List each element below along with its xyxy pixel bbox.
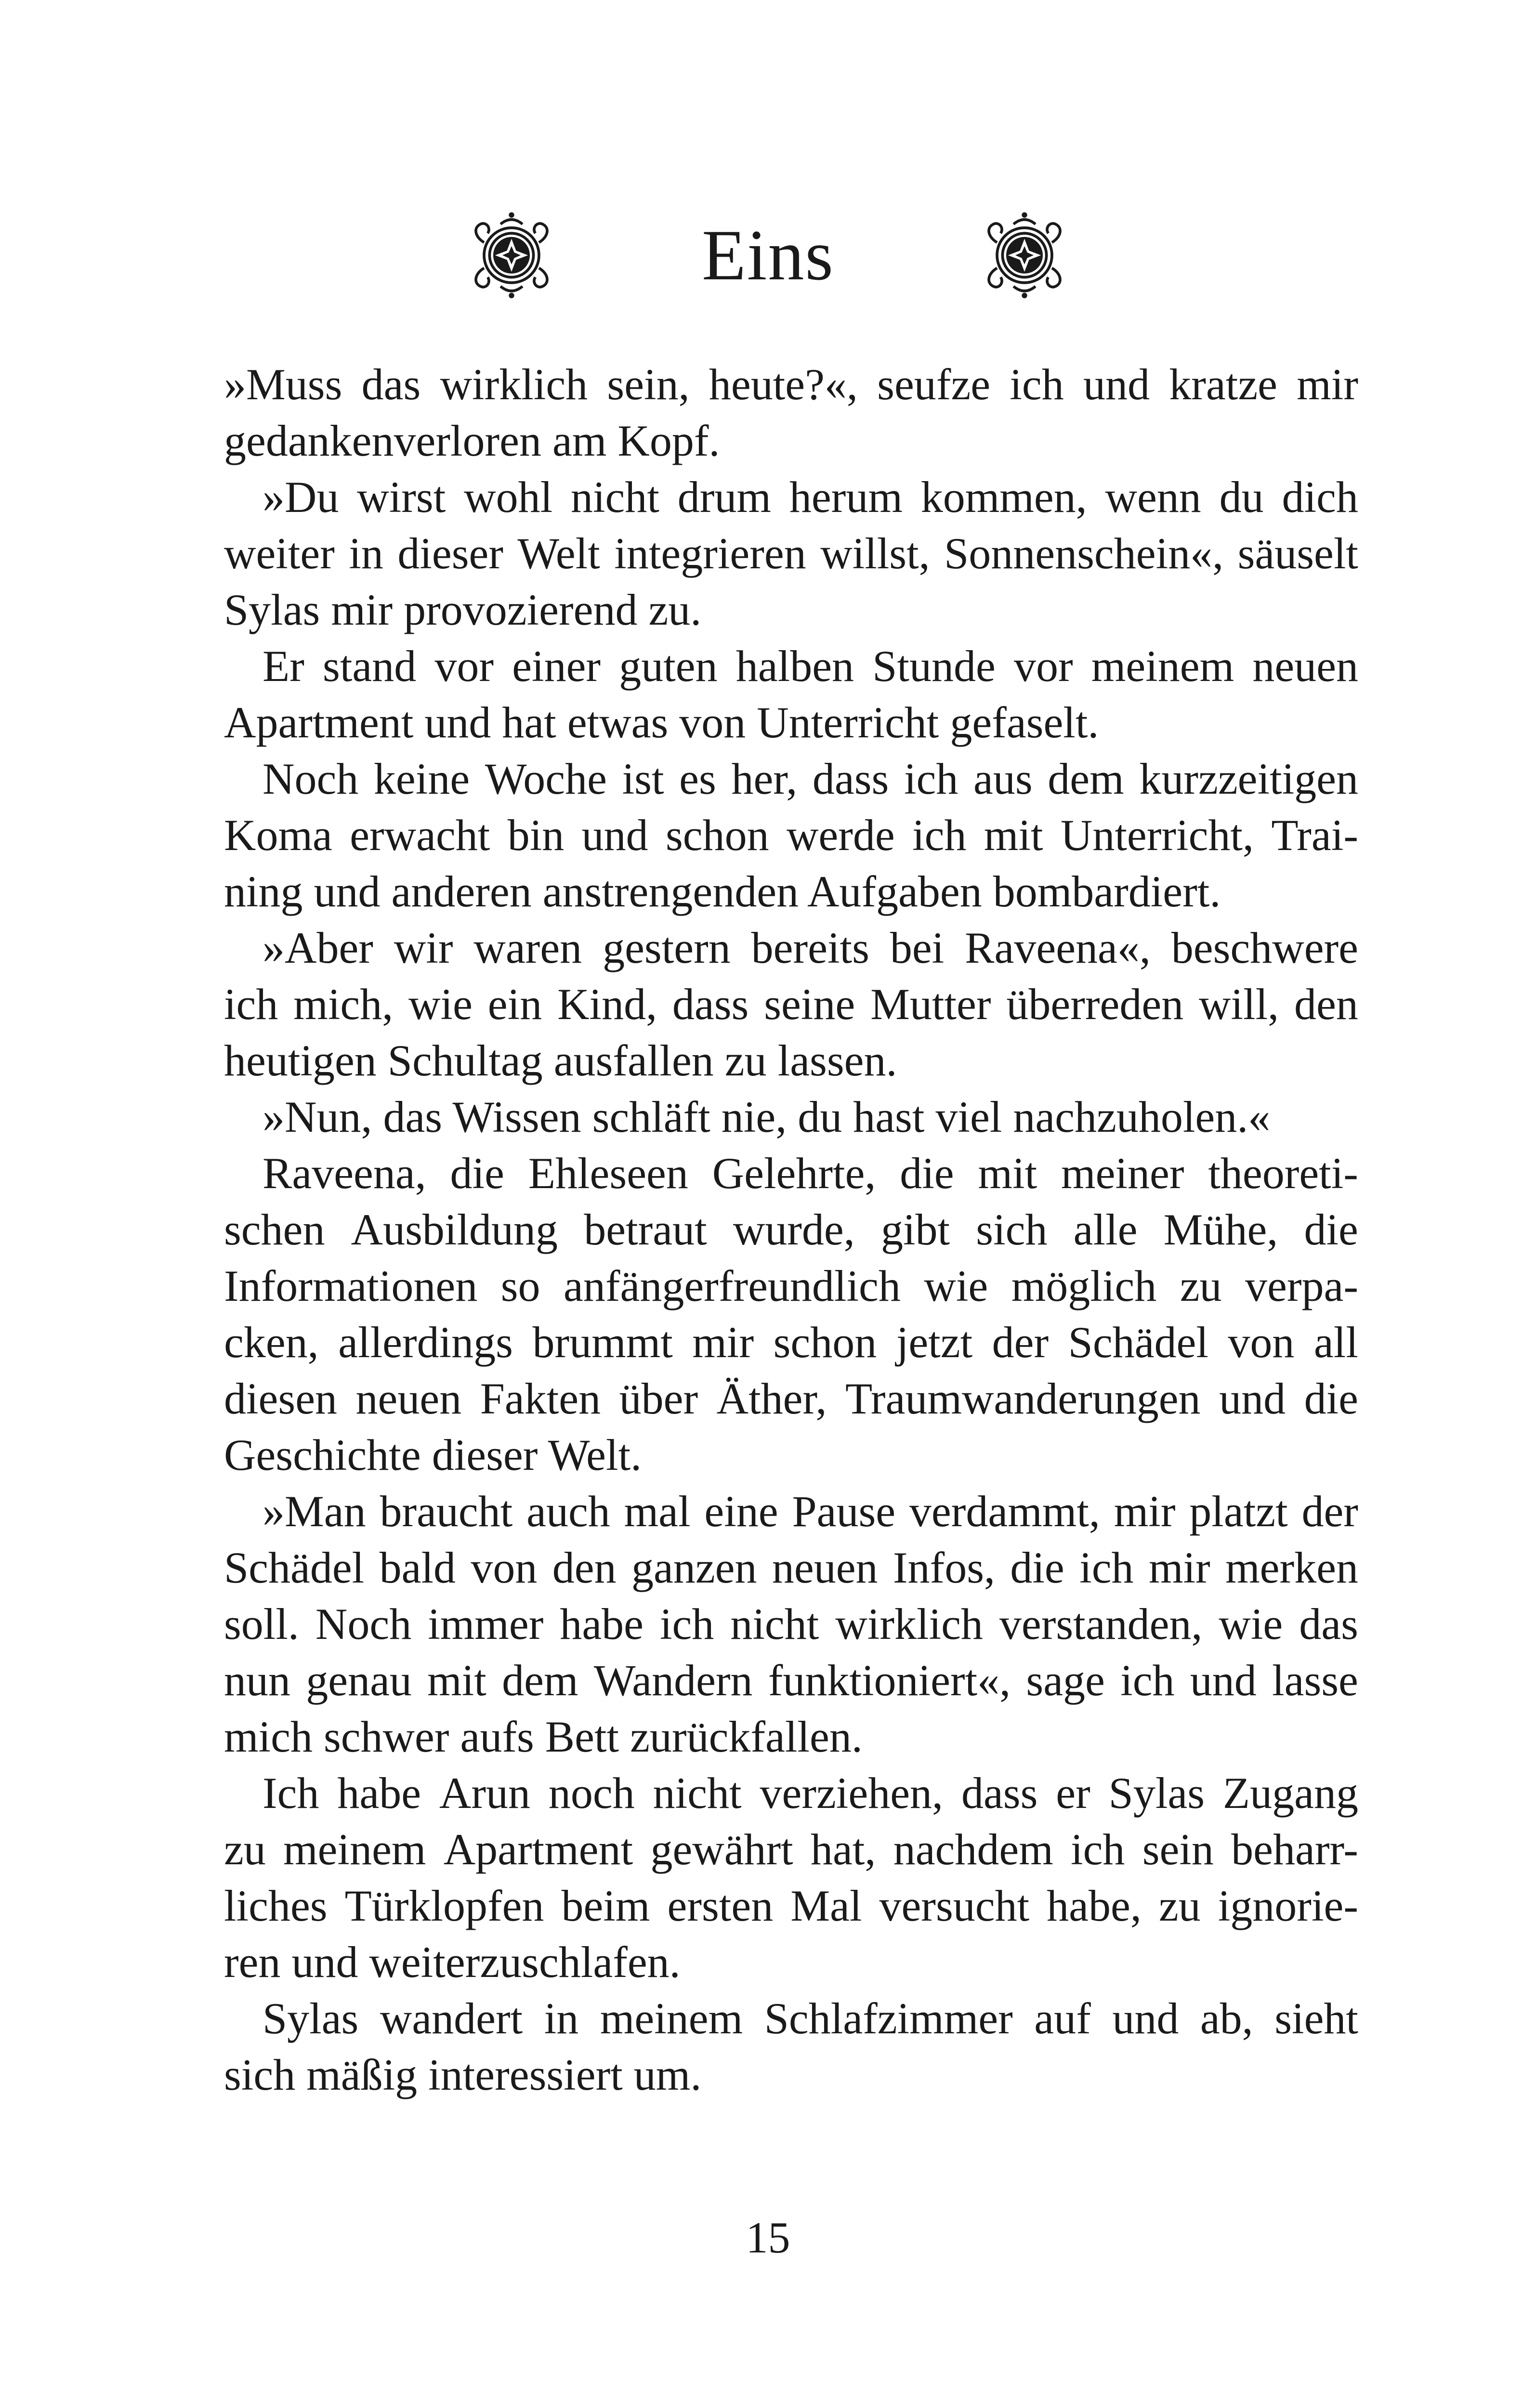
text-line: »Nun, das Wissen schläft nie, du hast viel nachzuholen.« (263, 1092, 1271, 1141)
compass-rose-ornament-icon (979, 209, 1070, 301)
text-line: zu meinem Apartment gewährt hat, nachdem ich sein beharr- (224, 1825, 1358, 1874)
compass-rose-ornament-icon (466, 209, 557, 301)
text-line: Koma erwacht bin und schon werde ich mit Unterricht, Trai- (224, 811, 1358, 860)
text-line: ren und weiterzuschlafen. (224, 1937, 681, 1987)
text-line: Schädel bald von den ganzen neuen Infos, die ich mir merken (224, 1543, 1358, 1592)
text-line: Informationen so anfängerfreundlich wie möglich zu verpa- (224, 1261, 1358, 1310)
text-line: Noch keine Woche ist es her, dass ich aus dem kurzzeitigen (263, 754, 1358, 803)
text-line: mich schwer aufs Bett zurückfallen. (224, 1712, 863, 1761)
text-line: cken, allerdings brummt mir schon jetzt der Schädel von all (224, 1318, 1358, 1367)
text-line: ning und anderen anstrengenden Aufgaben bombardiert. (224, 867, 1221, 916)
text-line: diesen neuen Fakten über Äther, Traumwanderungen und die (224, 1374, 1358, 1423)
text-line: nun genau mit dem Wandern funktioniert«, sage ich und lasse (224, 1656, 1358, 1705)
text-line: gedankenverloren am Kopf. (224, 416, 720, 465)
text-line: weiter in dieser Welt integrieren willst, Sonnenschein«, säuselt (224, 529, 1358, 578)
text-line: »Muss das wirklich sein, heute?«, seufze ich und kratze mir (224, 360, 1358, 409)
text-line: Geschichte dieser Welt. (224, 1430, 642, 1479)
text-line: Raveena, die Ehleseen Gelehrte, die mit meiner theoreti- (263, 1149, 1358, 1198)
body-text (224, 356, 1358, 2103)
text-line: schen Ausbildung betraut wurde, gibt sich alle Mühe, die (224, 1205, 1358, 1254)
text-line: sich mäßig interessiert um. (224, 2050, 702, 2099)
text-line: ich mich, wie ein Kind, dass seine Mutter überreden will, den (224, 980, 1358, 1029)
text-line: Er stand vor einer guten halben Stunde vor meinem neuen (263, 641, 1358, 691)
chapter-title: Eins (702, 215, 834, 295)
text-line: »Man braucht auch mal eine Pause verdammt, mir platzt der (263, 1487, 1358, 1536)
chapter-heading (0, 202, 1536, 308)
text-line: soll. Noch immer habe ich nicht wirklich verstanden, wie das (224, 1599, 1358, 1649)
text-line: Ich habe Arun noch nicht verziehen, dass er Sylas Zugang (263, 1768, 1358, 1818)
page-number: 15 (746, 2213, 790, 2262)
text-line: »Aber wir waren gestern bereits bei Raveena«, beschwere (263, 923, 1358, 972)
text-line: »Du wirst wohl nicht drum herum kommen, wenn du dich (263, 472, 1358, 522)
text-line: Sylas wandert in meinem Schlafzimmer auf und ab, sieht (263, 1994, 1358, 2043)
text-line: Apartment und hat etwas von Unterricht gefaselt. (224, 698, 1099, 747)
text-line: heutigen Schultag ausfallen zu lassen. (224, 1036, 897, 1085)
text-line: liches Türklopfen beim ersten Mal versucht habe, zu ignorie- (224, 1881, 1358, 1930)
text-line: Sylas mir provozierend zu. (224, 585, 702, 634)
